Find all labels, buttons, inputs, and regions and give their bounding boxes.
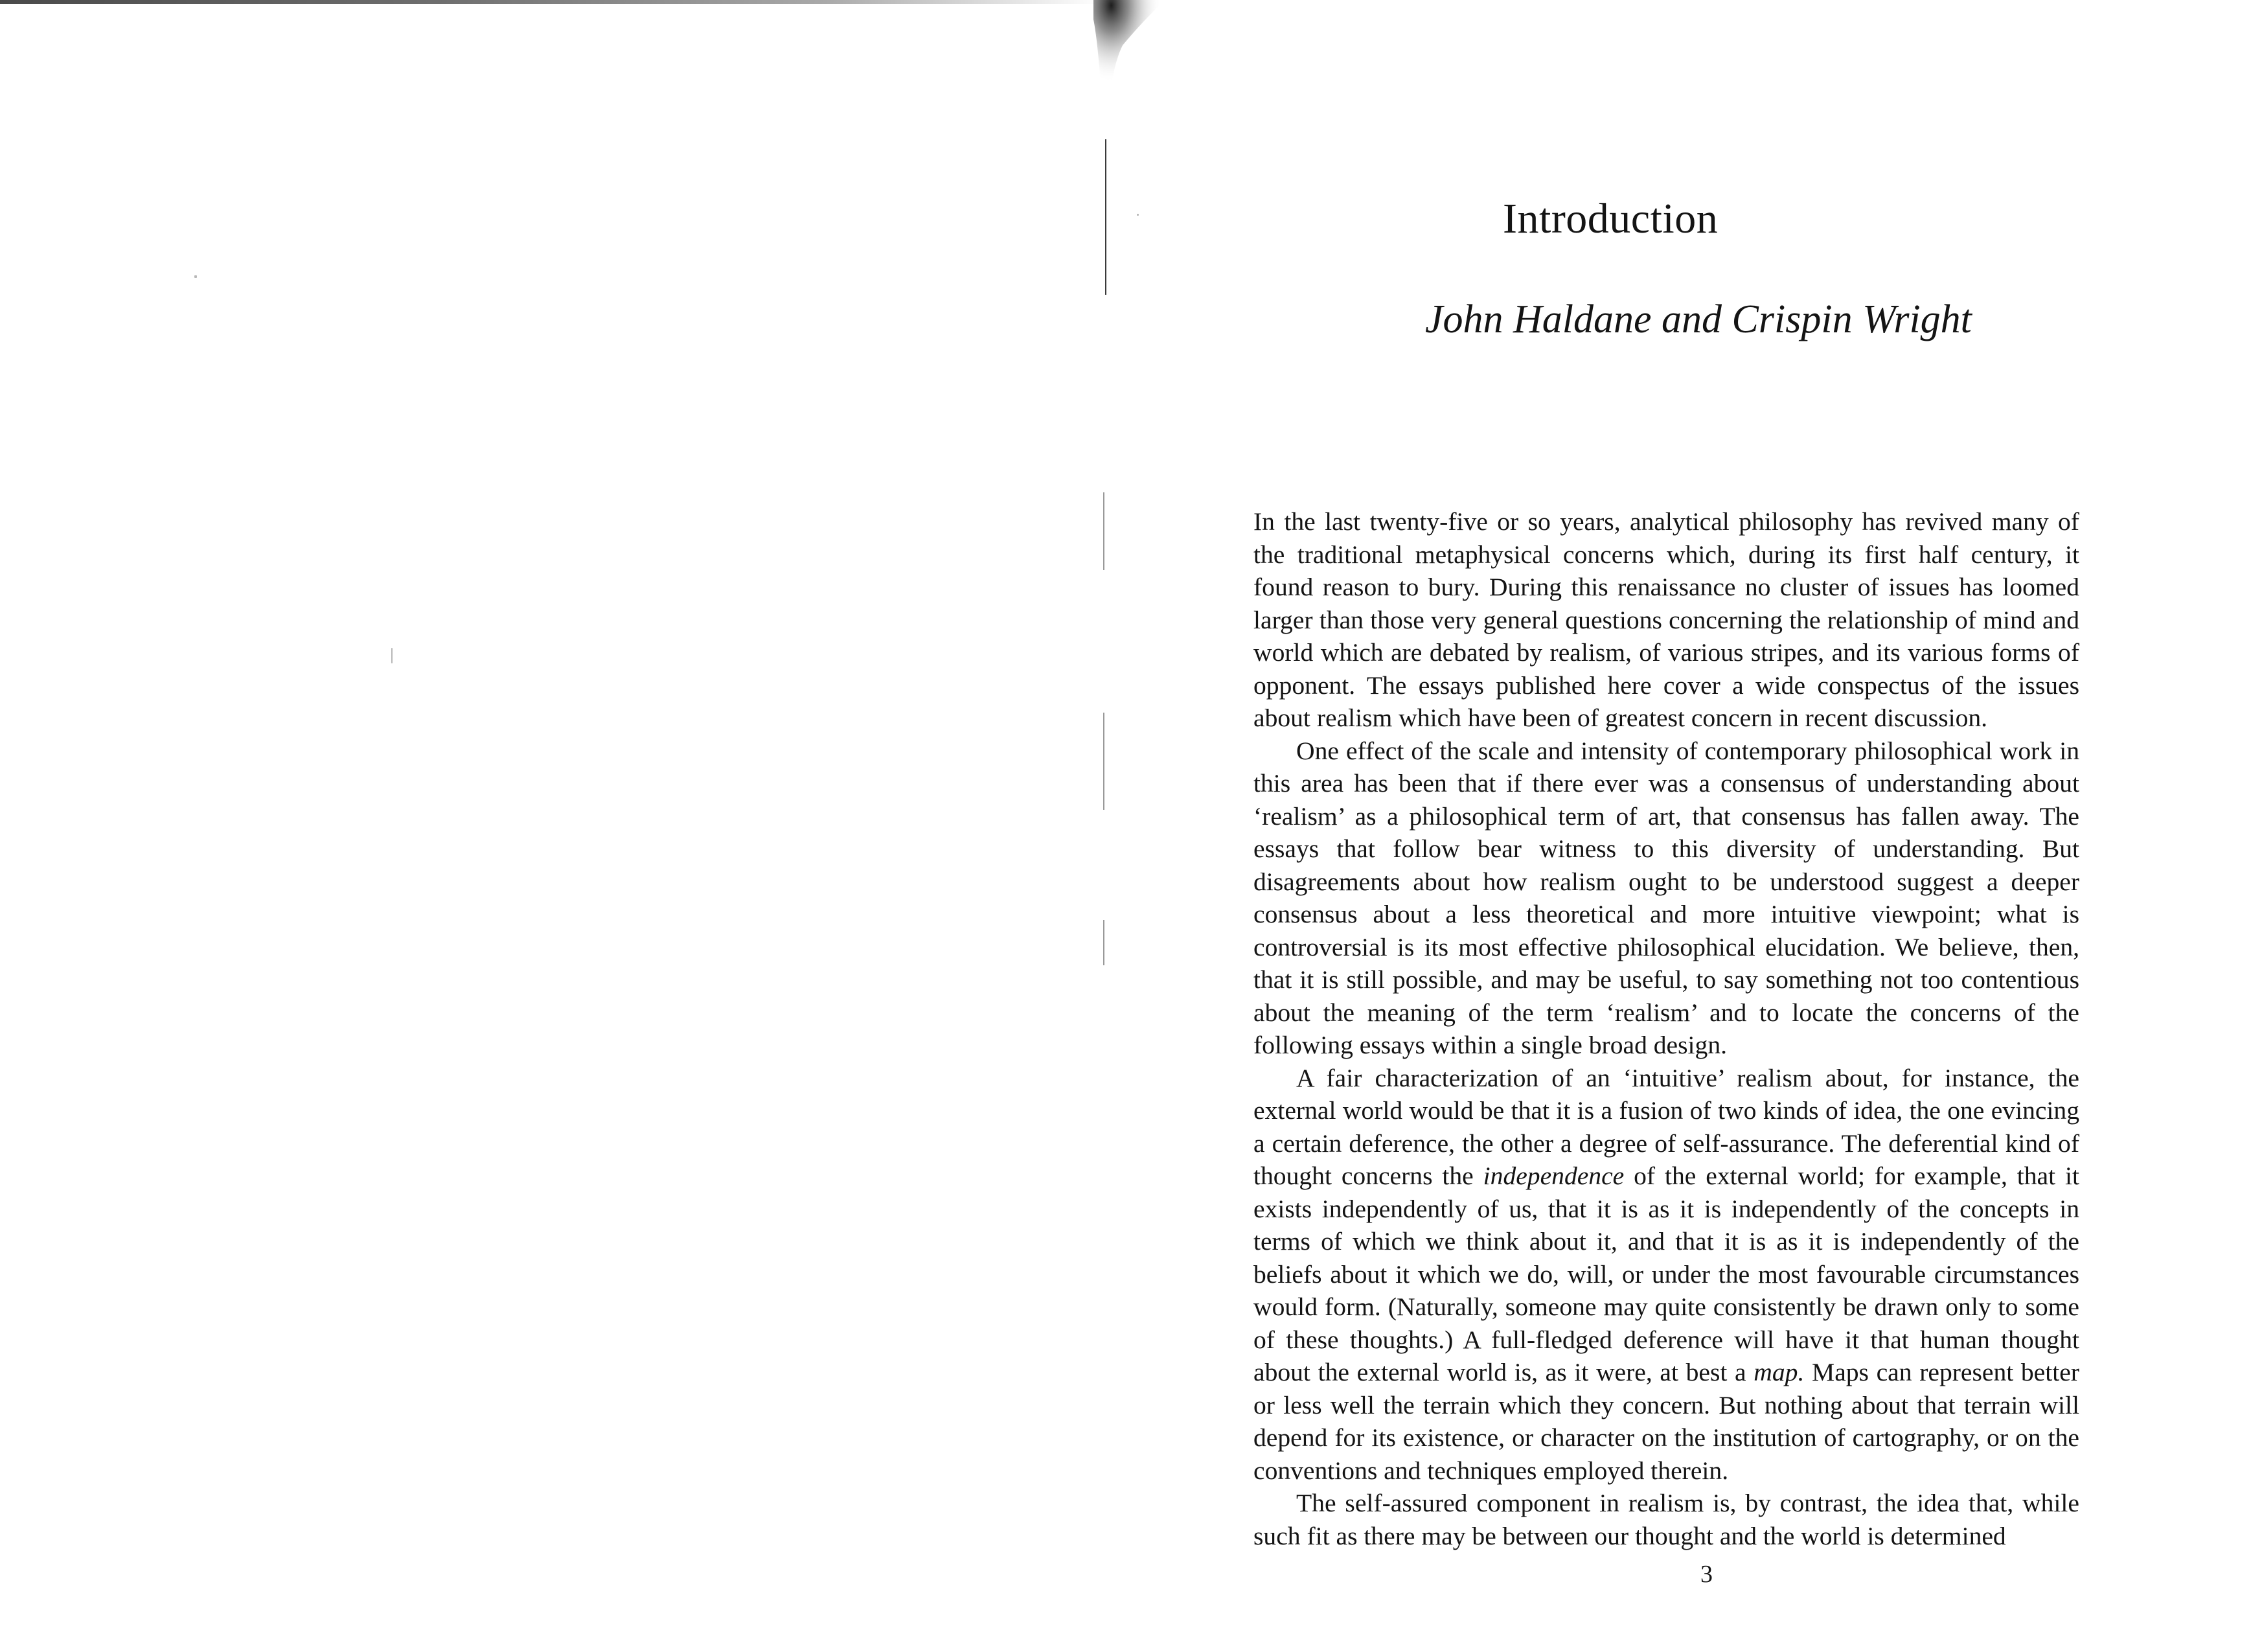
chapter-authors: John Haldane and Crispin Wright xyxy=(1425,297,1972,341)
scan-speck xyxy=(194,275,197,278)
gutter-shadow xyxy=(1093,0,1165,110)
body-text xyxy=(1253,505,2079,1552)
gutter-mark xyxy=(1103,713,1104,810)
paragraph-text: A fair characterization of an ‘intuitive’ realism about, for instance, the external world would be that it is a fusion of two kinds of idea, the one evincing a certain deference, the other a degree of self-assurance. The deferential kind of thought concerns the xyxy=(1253,1063,2079,1190)
paragraph xyxy=(1253,505,2079,735)
paragraph-text: In the last twenty-five or so years, analytical philosophy has revived many of the traditional metaphysical concerns which, during its first half century, it found reason to bury. During this renaissance no cluster of issues has loomed larger than those very general questions concerning the relationship of mind and world which are debated by realism, of various stripes, and its various forms of opponent. The essays published here cover a wide conspectus of the issues about realism which have been of greatest concern in recent discussion. xyxy=(1253,507,2079,732)
gutter-mark xyxy=(1103,492,1104,570)
scan-speck xyxy=(1137,214,1139,216)
gutter-mark xyxy=(1103,920,1104,965)
right-page xyxy=(1205,0,2241,1652)
scan-edge-shadow xyxy=(0,0,1101,4)
page-number: 3 xyxy=(1700,1561,1713,1588)
paragraph-text: The self-assured component in realism is, by contrast, the idea that, while such fit as there may be between our thought and the world is determined xyxy=(1253,1489,2079,1550)
paragraph xyxy=(1253,1062,2079,1487)
chapter-title: Introduction xyxy=(1503,195,1719,242)
paragraph xyxy=(1253,735,2079,1062)
paragraph-text: of the external world; for example, that it exists independently of us, that it is as it is independently of the concepts in terms of which we think about it, and that it is as it is independently of the beliefs about it which we do, will, or under the most favourable circumstances would form. (Naturally, someone may quite consistently be drawn only to some of these thoughts.) A full-fledged deference will have it that human thought about the external world is, as it were, at best a xyxy=(1253,1162,2080,1386)
emphasis-text: independence xyxy=(1483,1162,1625,1190)
emphasis-text: map. xyxy=(1754,1358,1805,1386)
paragraph-text: Maps can represent better or less well the terrain which they concern. But nothing about that terrain will depend for its existence, or character on the institution of cartography, or on the conventions and techniques employed therein. xyxy=(1253,1358,2079,1485)
gutter-line xyxy=(1105,139,1106,295)
scan-speck xyxy=(391,648,393,663)
paragraph-text: One effect of the scale and intensity of contemporary philosophical work in this area has been that if there ever was a consensus of understanding about ‘realism’ as a philosophical term of art, that consensus has fallen away. The essays that follow bear witness to this diversity of understanding. But disagreements about how realism ought to be understood suggest a deeper consensus about a less theoretical and more intuitive viewpoint; what is controversial is its most effective philosophical elucidation. We believe, then, that it is still possible, and may be useful, to say something not too contentious about the meaning of the term ‘realism’ and to locate the concerns of the following essays within a single broad design. xyxy=(1253,736,2079,1059)
paragraph xyxy=(1253,1487,2079,1552)
